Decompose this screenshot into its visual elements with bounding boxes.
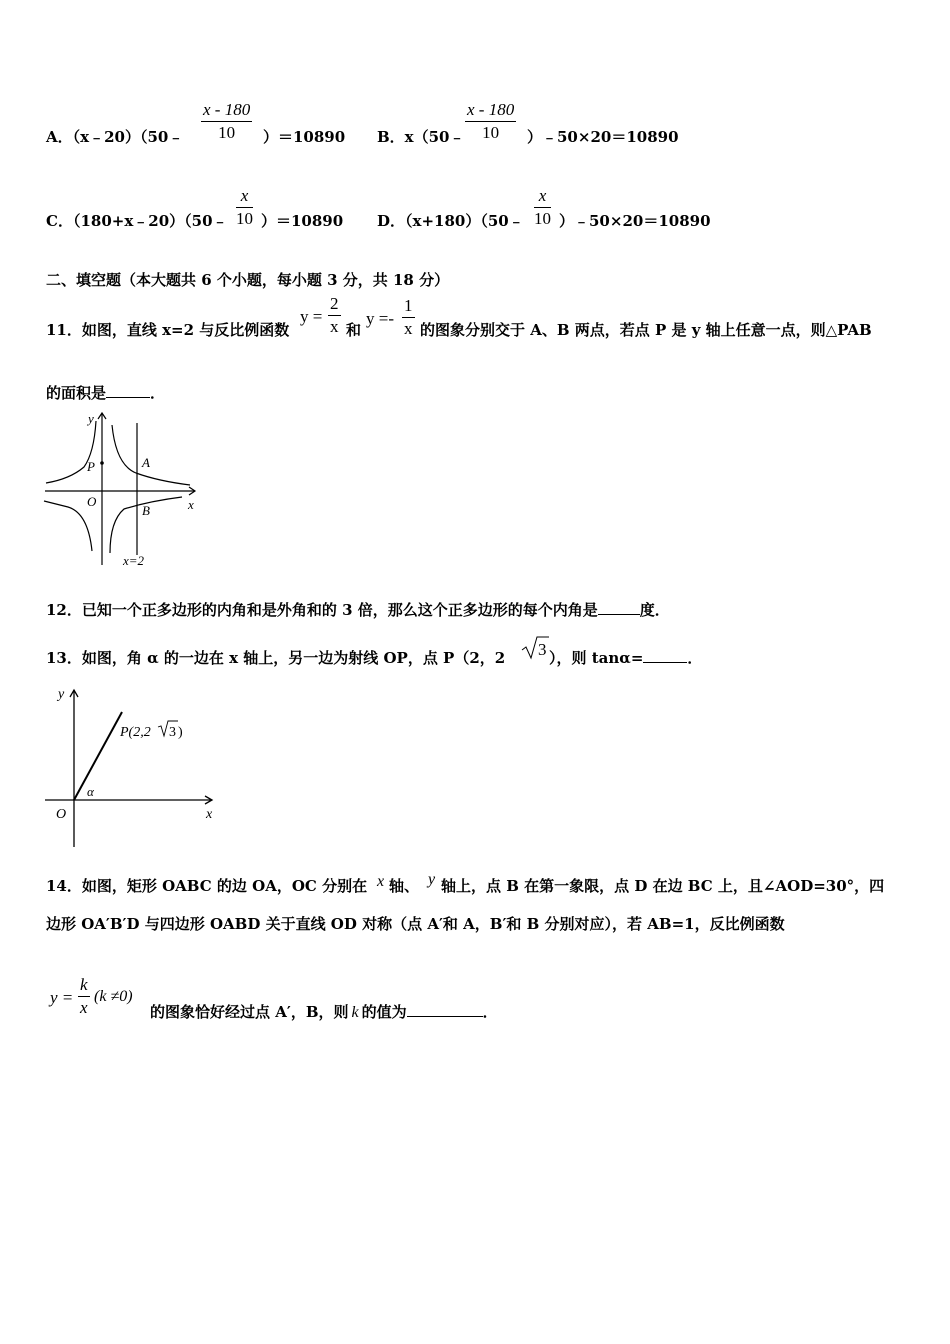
fig13-alpha-label: α	[87, 784, 94, 799]
option-c-tail: ）＝10890	[261, 212, 344, 230]
q13-suffix: ），则 tanα= ．	[549, 649, 703, 667]
q13: 13．如图，角 α 的一边在 x 轴上，另一边为射线 OP，点 P（2，2	[46, 649, 506, 667]
q11-f2-lhs: y =-	[366, 309, 394, 328]
q12-answer-blank[interactable]	[598, 600, 640, 615]
option-b-fraction: x - 180 10	[467, 100, 515, 142]
q14-line1-b: 轴、	[389, 877, 420, 895]
option-d: D．（x+180）（50﹣	[377, 212, 524, 230]
q11-figure	[40, 405, 205, 570]
point-p	[100, 461, 104, 465]
q11-and: 和	[346, 321, 362, 339]
fig13-origin-label: O	[56, 807, 67, 822]
q14-var-y: y	[428, 871, 436, 888]
option-c-fraction: x 10	[236, 186, 253, 228]
q14-formula-lhs: y =	[50, 988, 74, 1007]
fig11-p-label: P	[87, 459, 95, 474]
option-b-tail: ）﹣50×20＝10890	[527, 128, 679, 146]
fig13-p-label: P(2,2	[120, 725, 151, 740]
q13-figure	[40, 682, 225, 852]
svg-text:3: 3	[538, 640, 547, 659]
section-title: 二、填空题（本大题共 6 个小题，每小题 3 分，共 18 分）	[46, 271, 450, 289]
option-a-tail: ）＝10890	[263, 128, 346, 146]
q14-line2: 边形 OA′B′D 与四边形 OABD 关于直线 OD 对称（点 A′和 A，B′和 B 分别对应），若 AB=1，反比例函数	[46, 915, 785, 933]
q14-line3: 的图象恰好经过点 A′，B，则 k 的值为 ．	[150, 1003, 498, 1021]
q11-f2-fraction: 1 x	[404, 296, 413, 338]
fig11-y-label: y	[88, 411, 94, 426]
option-a	[46, 127, 183, 147]
q14-line1-a: 14．如图，矩形 OABC 的边 OA，OC 分别在	[46, 877, 368, 895]
q12: 12．已知一个正多边形的内角和是外角和的 3 倍，那么这个正多边形的每个内角是 度．	[46, 601, 670, 619]
q14-line1-c: 轴上，点 B 在第一象限，点 D 在边 BC 上，且∠AOD=30°，四	[441, 877, 885, 895]
fig13-p-sqrt: 3	[169, 725, 176, 740]
fig13-x-label: x	[206, 807, 213, 822]
option-d-tail: ）﹣50×20＝10890	[559, 212, 711, 230]
fig11-line-label: x=2	[123, 553, 145, 568]
q14-formula-fraction: k x	[80, 975, 88, 1017]
fig11-x-label: x	[188, 497, 194, 512]
fig13-y-label: y	[58, 687, 65, 702]
q14-var-k: k	[351, 1004, 359, 1021]
q11-f1-lhs: y =	[300, 307, 323, 326]
option-d-fraction: x 10	[534, 186, 551, 228]
q14-formula-condition: (k ≠0)	[94, 988, 133, 1005]
q13-answer-blank[interactable]	[643, 648, 687, 663]
q11-f1-fraction: 2 x	[330, 294, 339, 336]
option-b: B．x（50﹣	[377, 128, 465, 146]
fig13-p-close: )	[178, 725, 183, 740]
q14-var-x: x	[377, 873, 385, 890]
option-a-label: A．（x﹣20）（50﹣	[46, 128, 184, 146]
option-c: C．（180+x﹣20）（50﹣	[46, 212, 228, 230]
fig11-b-label: B	[142, 503, 150, 518]
q13-sqrt	[520, 634, 550, 662]
option-a-fraction: x - 180 10	[203, 100, 251, 142]
q11-line2: 的面积是 ．	[46, 384, 166, 402]
q11-suffix: 的图象分别交于 A、B 两点，若点 P 是 y 轴上任意一点，则△PAB	[420, 321, 872, 339]
q11-prefix: 11．如图，直线 x=2 与反比例函数	[46, 321, 290, 339]
fig11-a-label: A	[142, 455, 150, 470]
q14-answer-blank[interactable]	[407, 1002, 483, 1017]
q11-answer-blank[interactable]	[106, 383, 150, 398]
fig11-origin-label: O	[87, 494, 97, 509]
